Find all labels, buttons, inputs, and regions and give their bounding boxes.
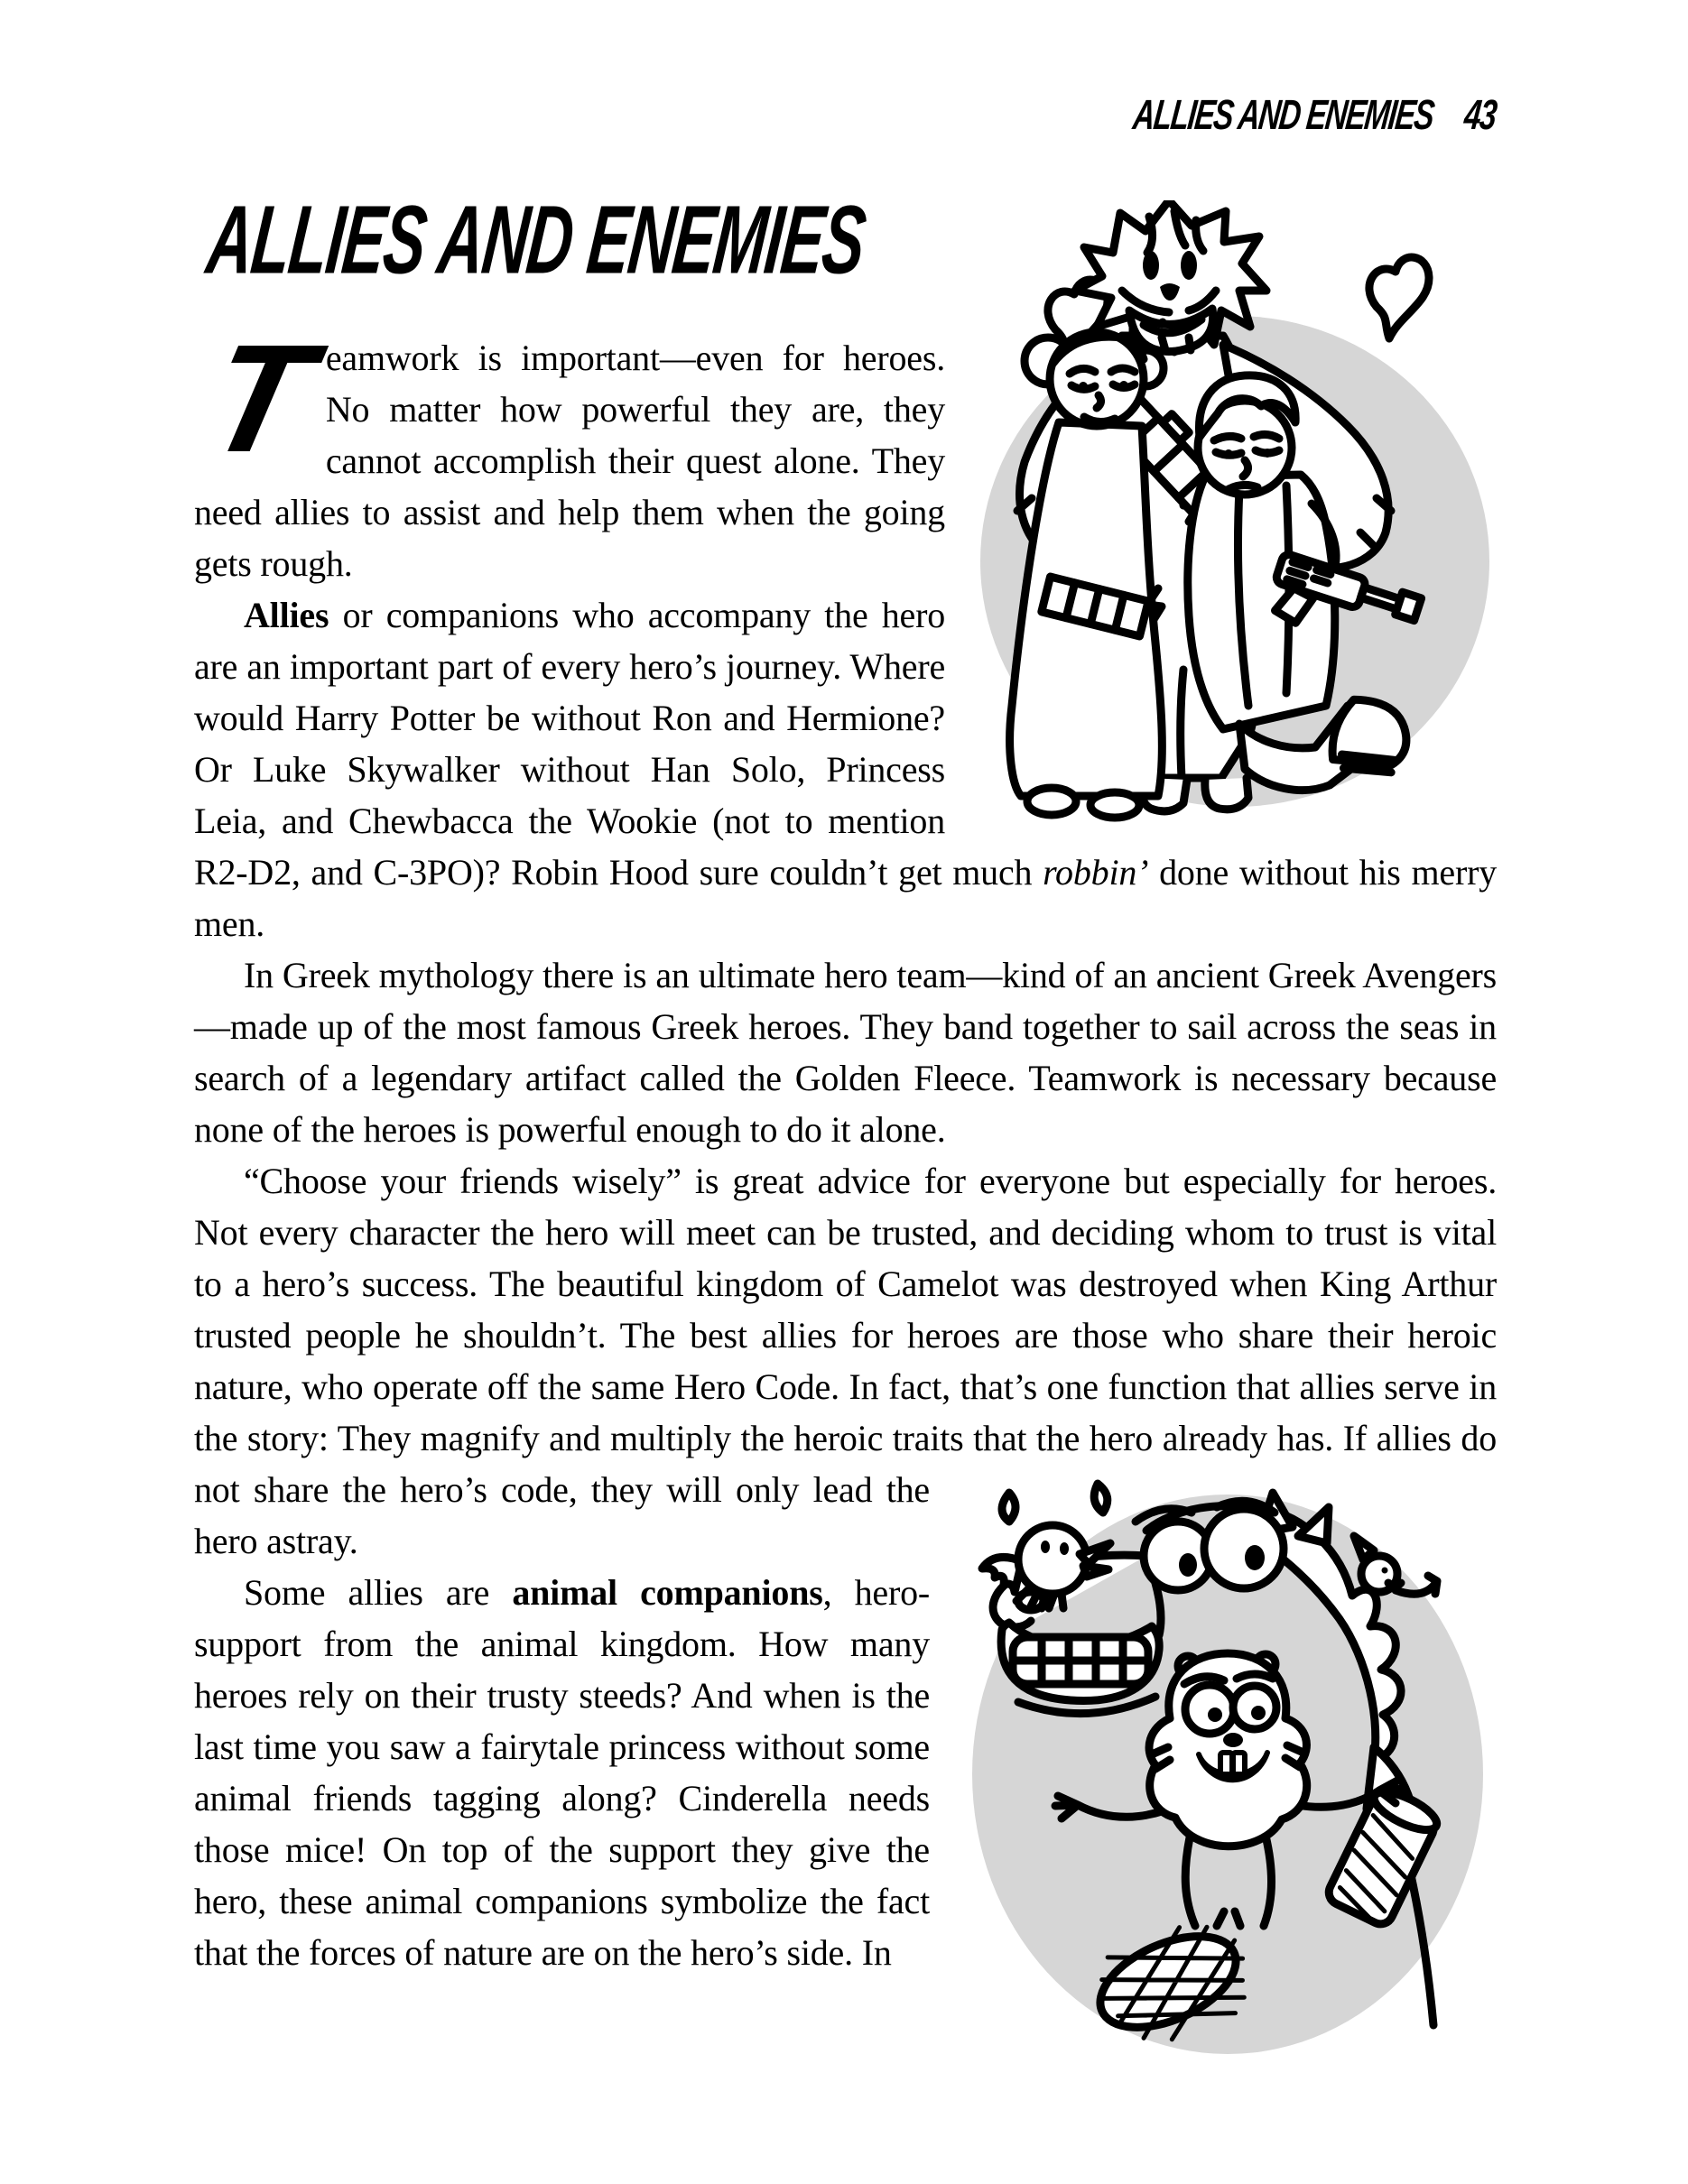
mouse-figure xyxy=(1354,1536,1437,1594)
animal-companions-cartoon-icon xyxy=(955,1476,1497,2144)
bold-term-allies: Allies xyxy=(244,595,329,635)
paragraph-text: In Greek mythology there is an ultimate hero team—kind of an ancient Greek Avengers—made up of the most famous Greek heroes. They band together to sail across the seas in search of a legendary artifact called the Golden Fleece. Teamwork is necessary because none of the heroes is powerful enough to do it alone. xyxy=(194,955,1497,1150)
page-number: 43 xyxy=(1461,91,1499,139)
italic-robbin: robbin’ xyxy=(1043,852,1149,893)
paragraph-text: already has. If allies do not share the hero’s code, they will only lead the hero astray. xyxy=(194,1418,1497,1561)
paragraph-choose-friends xyxy=(194,1155,1497,1567)
bold-term-animal-companions: animal companions xyxy=(512,1572,823,1613)
paragraph-text: done without his merry men. xyxy=(194,852,1497,944)
drop-cap: T xyxy=(191,313,324,485)
page-content xyxy=(191,186,1497,2144)
star-wars-trio-cartoon-icon xyxy=(969,200,1497,823)
paragraph-text: or companions who accompany the hero are an important part of every hero’s journey. Where would Harry Potter be without Ron and Hermione? Or Luke Skywalker without Han Solo, Princess Leia, and Chewbacca the Wookie (not to mention R2-D2, and C-3PO)? Robin Hood sure couldn’t get much xyxy=(194,595,1043,893)
paragraph-text: eamwork is important—even for heroes. No matter how powerful they are, they cannot accomplish their quest alone. They need allies to assist and help them when the going gets rough. xyxy=(194,338,945,584)
paragraph-text: Some allies are xyxy=(244,1572,513,1613)
paragraph-text: “Choose your friends wisely” is great advice for everyone but especially for heroes. Not every character the hero will meet can be trusted, and deciding whom to trust is vital to a hero’s success. The beautiful kingdom of Camelot was destroyed when King Arthur trusted people he shouldn’t. The best allies for heroes are those who share their heroic nature, who operate off the same Hero Code. In fact, that’s one function that allies serve in the story: They magnify and multiply the heroic traits that the hero xyxy=(194,1161,1497,1458)
figure-star-wars-trio xyxy=(969,200,1497,823)
running-header xyxy=(1131,91,1499,139)
chapter-title: ALLIES AND ENEMIES xyxy=(202,186,870,294)
figure-animal-companions xyxy=(955,1476,1497,2144)
paragraph-greek-mythology xyxy=(194,949,1497,1155)
paragraph-text: , hero-support from the animal kingdom. How many heroes rely on their trusty steeds? And when is the last time you saw a fairytale princess without some animal friends tagging along? Cinderella needs those mice! On top of the support they give the hero, these animal companions symbolize the fact that the forces of nature are on the hero’s side. In xyxy=(194,1572,930,1973)
princess-leia-figure xyxy=(1010,332,1164,818)
heart-icon xyxy=(1369,257,1429,338)
running-header-title: ALLIES AND ENEMIES xyxy=(1131,91,1436,139)
